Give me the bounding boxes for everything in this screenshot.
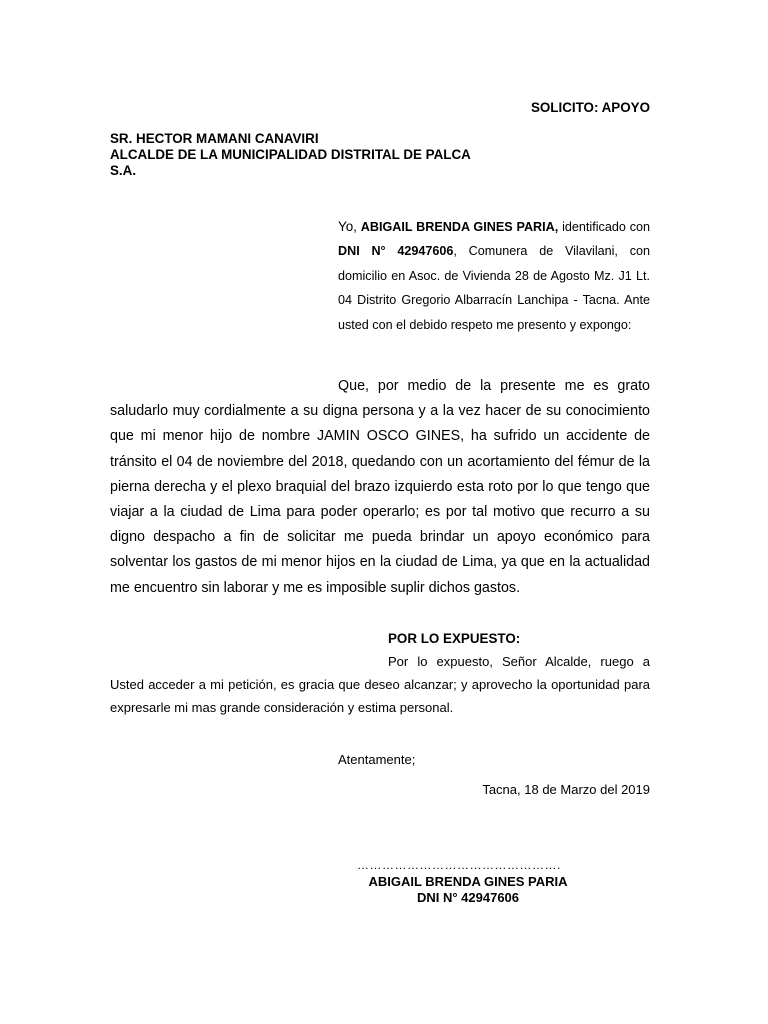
place-and-date: Tacna, 18 de Marzo del 2019 [482, 782, 650, 797]
closing-salutation: Atentamente; [338, 752, 416, 767]
signer-dni: DNI N° 42947606 [416, 890, 520, 905]
addressee-block [110, 131, 471, 179]
addressee-honorific: S.A. [110, 163, 137, 178]
signer-name: ABIGAIL BRENDA GINES PARIA [368, 874, 568, 889]
body-paragraph: Que, por medio de la presente me es grato saludarlo muy cordialmente a su digna persona y a la vez hacer de su conocimiento que mi menor hijo de nombre JAMIN OSCO GINES, ha sufrido un accidente de tránsito el 04 de noviembre del 2018, quedando con un acortamiento del fémur de la pierna derecha y el plexo braquial del brazo izquierdo esta roto por lo que tengo que viajar a la ciudad de Lima para poder operarlo; es por tal motivo que recurro a su digno despacho a fin de solicitar me pueda brindar un apoyo económico para solventar los gastos de mi menor hijos en la ciudad de Lima, ya que en la actualidad me encuentro sin laborar y me es imposible suplir dichos gastos. [110, 378, 650, 596]
intro-yo: Yo, [338, 219, 357, 234]
signature-line: …………………………………………. [357, 858, 561, 872]
intro-rest: , Comunera de Vilavilani, con domicilio en Asoc. de Vivienda 28 de Agosto Mz. J1 Lt. 04 Distrito Gregorio Albarracín Lanchipa - Tacna. Ante usted con el debido respeto me presento y expongo: [338, 244, 650, 332]
signature-block [348, 874, 588, 906]
conclusion-paragraph: Por lo expuesto, Señor Alcalde, ruego a Usted acceder a mi petición, es gracia que deseo alcanzar; y aprovecho la oportunidad para expresarle mi mas grande consideración y estima personal. [110, 654, 650, 715]
applicant-name: ABIGAIL BRENDA GINES PARIA, [360, 220, 559, 234]
subject-line: SOLICITO: APOYO [530, 100, 650, 115]
applicant-dni: DNI N° 42947606 [338, 244, 454, 259]
addressee-position: ALCALDE DE LA MUNICIPALIDAD DISTRITAL DE PALCA [110, 147, 471, 162]
intro-paragraph [338, 215, 650, 337]
addressee-name: SR. HECTOR MAMANI CANAVIRI [110, 131, 319, 146]
conclusion-heading: POR LO EXPUESTO: [388, 631, 521, 646]
intro-id-prefix: identificado con [562, 220, 651, 234]
